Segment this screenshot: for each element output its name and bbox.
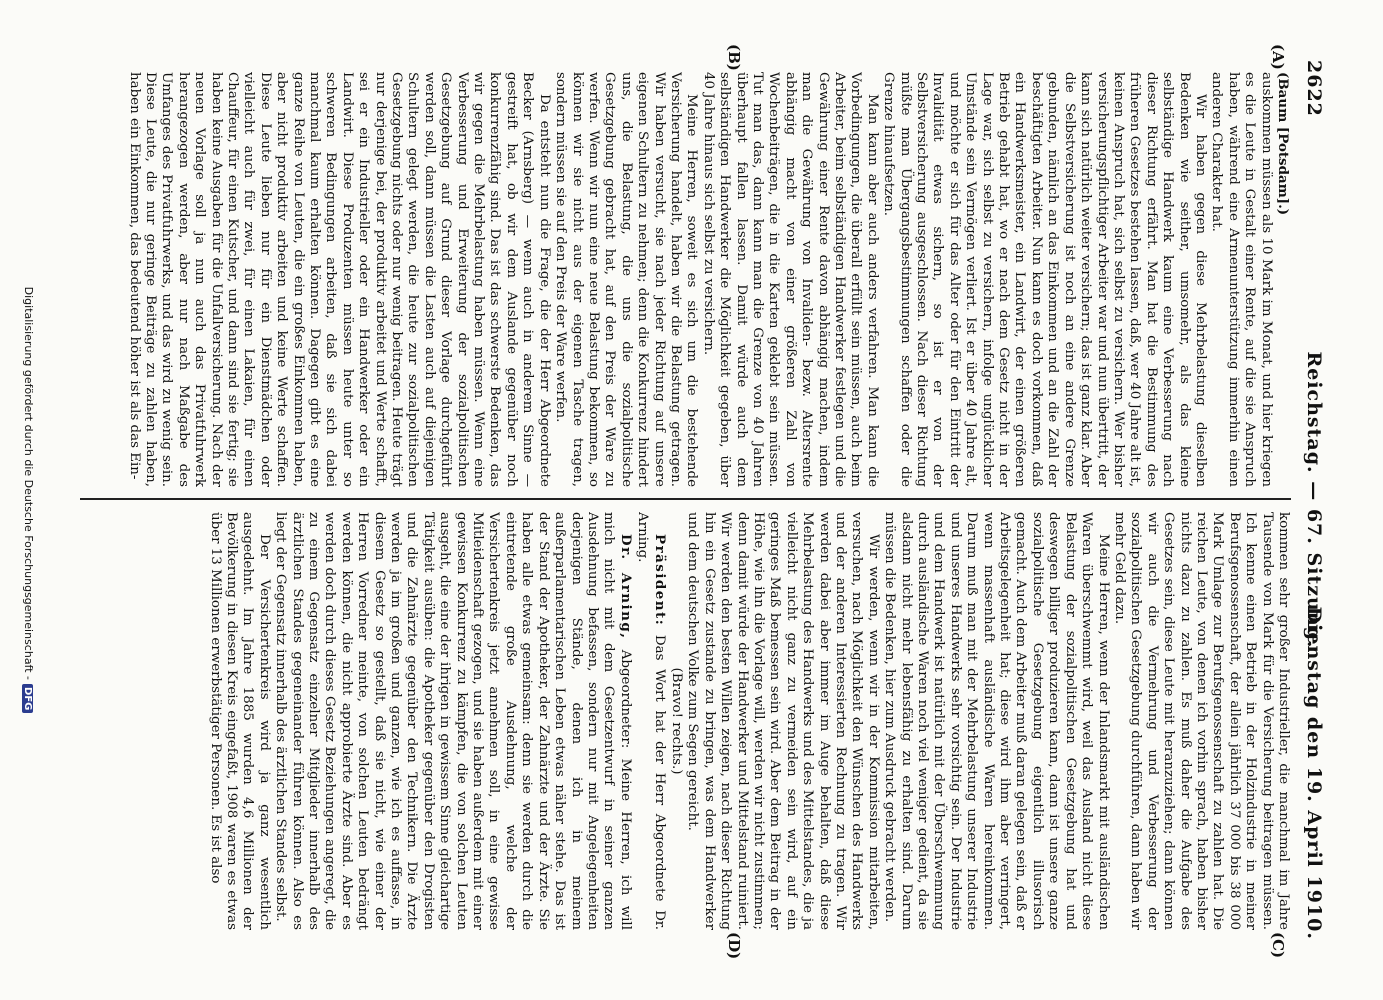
paragraph: auskommen müssen als 10 Mark im Monat, und hier kriegen es die Leute in Gestalt einer Rente, auf die sie Anspruch haben, während eine Armenunterstützung immerhin einen anderen Charakter hat. <box>1209 72 1274 487</box>
digitization-footer <box>22 0 35 1000</box>
page-number: 2622 <box>1303 60 1325 117</box>
speaker-reference: (Baum [Potsdam].) <box>1275 72 1291 216</box>
speaker-intro: Dr. Arning, Abgeordneter: Meine Herren, ich will mich nicht mit dem Gesetzentwurf in seiner ganzen Ausdehnung befassen, sondern nur mit Angelegenheiten derjenigen Stände, denen ich in meinem außerparlamentarischen Leben etwas näher stehe. Das ist der Stand der Apotheker, der Zahnärzte und der Ärzte. Sie haben alle etwas gemeinsam: denn sie werden durch die eintretende große Ausdehnung, welche der Versichertenkreis jetzt annehmen soll, in eine gewisse Mitleidenschaft gezogen, und sie haben außerdem mit einer gewissen Konkurrenz zu kämpfen, die von solchen Leuten ausgeht, die eine der ihrigen in gewissem Sinne gleichartige Tätigkeit ausüben: die Apotheker gegenüber den Drogisten und die Zahnärzte gegenüber den Technikern. Die Ärzte werden ja im großen und ganzen, wie ich es auffasse, in diesem Gesetz so gestellt, daß sie nicht, wie einer der Herren Vorredner meinte, von solchen Leuten bedrängt werden können, die nicht approbierte Ärzte sind. Aber es werden doch durch dieses Gesetz Beziehungen angeregt, die zu einem Gegensatz einzelner Mitglieder innerhalb des ärztlichen Standes gegeneinander führen können. Also es liegt der Gegensatz innerhalb des ärztlichen Standes selbst. <box>273 512 634 930</box>
paragraph: Meine Herren, wenn der Inlandsmarkt mit ausländischen Waren überschwemmt wird, weil das Ausland nicht diese Belastung der sozialpolitischen Gesetzgebung hat und deswegen billiger produzieren kann, dann ist unsere ganze sozialpolitische Gesetzgebung eigentlich illusorisch gemacht. Auch dem Arbeiter muß daran gelegen sein, daß er Arbeitsgelegenheit hat; diese wird ihm aber verringert, wenn massenhaft ausländische Waren hereinkommen. Darum muß man mit der Mehrbelastung unserer Industrie und unseres Handwerks sehr vorsichtig sein. Der Industrie und dem Handwerk ist natürlich mit der Überschwemmung durch ausländische Waren noch viel weniger gedient, da sie alsdann nicht mehr lebensfähig zu erhalten sind. Darum müssen die Bedenken, hier zum Ausdruck gebracht werden. <box>882 512 1111 930</box>
footer-text: Digitalisierung gefördert durch die Deutsche Forschungsgemeinschaft - <box>22 286 35 681</box>
paragraph: Man kann aber auch anders verfahren. Man kann die Vorbedingungen, die überall erfüllt sein müssen, auch beim Arbeiter, beim selbständigen Handwerker festlegen und die Gewährung einer Rente davon abhängig machen, indem man die Gewährung von Invaliden- bezw. Altersrente abhängig macht von einer größeren Zahl von Wochenbeiträgen, die in die Karten geklebt sein müssen. Tut man das, dann kann man die Grenze von 40 Jahren überhaupt fallen lassen. Damit würde auch dem selbständigen Handwerker die Möglichkeit gegeben, über 40 Jahre hinaus sich selbst zu versichern. <box>700 72 880 487</box>
paragraph: Der Versichertenkreis wird ja ganz wesentlich ausgedehnt. Im Jahre 1885 wurden 4,6 Millionen der Bevölkerung in diesen Kreis eingefaßt, 1908 waren es etwas über 13 Millionen erwerbstätiger Personen. Es ist also <box>207 512 272 930</box>
dfg-logo: DFG <box>22 684 33 713</box>
margin-mark-b: (B) <box>725 44 743 71</box>
right-column <box>80 512 1291 930</box>
session-date: Dienstag den 19. April 1910. <box>1303 606 1325 940</box>
margin-mark-a: (A) <box>1269 44 1287 70</box>
margin-mark-d: (D) <box>725 932 743 960</box>
left-column <box>80 72 1291 487</box>
paragraph: Wir haben gegen diese Mehrbelastung dieselben Bedenken wie seither, umsomehr, als das kleine selbständige Handwerk kaum eine Verbesserung nach dieser Richtung erfährt. Man hat die Bestimmung des früheren Gesetzes bestehen lassen, daß, wer 40 Jahre alt ist, keinen Anspruch hat, sich selbst zu versichern. Wer bisher versicherungspflichtiger Arbeiter war und nun übertritt, der kann sich natürlich weiter versichern; das ist ganz klar. Aber die Selbstversicherung ist noch an eine andere Grenze gebunden, nämlich an das Einkommen und an die Zahl der beschäftigten Arbeiter. Nun kann es doch vorkommen, daß ein Handwerksmeister, ein Landwirt, der einen größeren Betrieb gehabt hat, wo er nach dem Gesetz nicht in der Lage war, sich selbst zu versichern, infolge unglücklicher Umstände sein Vermögen verliert. Ist er über 40 Jahre alt, und möchte er sich für das Alter oder für den Eintritt der Invalidität etwas sichern, so ist er von der Selbstversicherung ausgeschlossen. Nach dieser Richtung müßte man Übergangsbestimmungen schaffen oder die Grenze hinaufsetzen. <box>881 72 1208 487</box>
column-divider <box>80 498 1291 500</box>
paragraph: kommen sehr großer Industrieller, die manchmal im Jahre Tausende von Mark für die Versicherung beitragen müssen. Ich kenne einen Betrieb in der Holzindustrie in meiner Berufsgenossenschaft, der allein jährlich 37 000 bis 38 000 Mark Umlage zur Berufsgenossenschaft zu zahlen hat. Die reichen Leute, von denen ich vorhin sprach, haben bisher nichts dazu zu zahlen. Es muß daher die Aufgabe des Gesetzes sein, diese Leute mit heranzuziehen; dann können wir auch die Vermehrung und Verbesserung der sozialpolitischen Gesetzgebung durchführen, dann haben wir mehr Geld dazu. <box>1111 512 1291 930</box>
president-statement: Präsident: Das Wort hat der Herr Abgeordnete Dr. Arning. <box>635 512 668 930</box>
paragraph: Meine Herren, soweit es sich um die bestehende Versicherung handelt, haben wir die Belastung getragen. Wir haben versucht, sie nach jeder Richtung auf unsere eigenen Schultern zu nehmen; denn die Konkurrenz hindert uns, die Belastung, die uns die sozialpolitische Gesetzgebung gebracht hat, auf den Preis der Ware zu werfen. Wenn wir nun eine neue Belastung bekommen, so können wir sie nicht aus der eigenen Tasche tragen, sondern müssen sie auf den Preis der Ware werfen. <box>553 72 700 487</box>
page-header <box>1295 60 1325 940</box>
paragraph: Wir werden, wenn wir in der Kommission mitarbeiten, versuchen, nach Möglichkeit den Wünschen des Handwerks und der anderen Interessierten Rechnung zu tragen. Wir werden dabei aber immer im Auge behalten, daß diese Mehrbelastung des Handwerks und des Mittelstandes, die ja vielleicht nicht ganz zu vermeiden sein wird, auf ein geringes Maß bemessen sein wird. Aber dem Beitrag in der Höhe, wie ihn die Vorlage will, werden wir nicht zustimmen; denn damit würde der Handwerker und Mittelstand ruiniert. Wir werden den besten Willen zeigen, nach dieser Richtung hin ein Gesetz zustande zu bringen, was dem Handwerker und dem deutschen Volke zum Segen gereicht. <box>685 512 881 930</box>
page-title: Reichstag. — 67. Sitzung. <box>1303 351 1325 649</box>
margin-mark-c: (C) <box>1269 932 1287 959</box>
applause-note: (Bravo! rechts.) <box>668 667 684 775</box>
paragraph: Da entsteht nun die Frage, die der Herr Abgeordnete Becker (Arnsberg) — wenn auch in anderem Sinne — gestreift hat, ob wir dem Auslande gegenüber noch konkurrenzfähig sind. Das ist das schwerste Bedenken, das wir gegen die Mehrbelastung haben müssen. Wenn eine Verbesserung und Erweiterung der sozialpolitischen Gesetzgebung auf Grund dieser Vorlage durchgeführt werden soll, dann müssen die Lasten auch auf diejenigen Schultern gelegt werden, die heute zur sozialpolitischen Gesetzgebung nichts oder nur wenig beitragen. Heute trägt nur derjenige bei, der produktiv arbeitet und Werte schafft, sei er ein Industrieller oder ein Handwerker oder ein Landwirt. Diese Produzenten müssen heute unter so schweren Bedingungen arbeiten, daß sie sich dabei manchmal kaum erhalten können. Dagegen gibt es eine ganze Reihe von Leuten, die ein großes Einkommen haben, aber nicht produktiv arbeiten und keine Werte schaffen. Diese Leute lieben nur für ein Dienstmädchen oder vielleicht auch für zwei, für einen Lakaien, für einen Chauffeur, für einen Kutscher, und dann sind sie fertig; sie haben keine Ausgaben für die Unfallversicherung. Nach der neuen Vorlage soll ja nun auch das Privatfuhrwerk herangezogen werden, aber nur nach Maßgabe des Umfanges des Privatfuhrwerks, und das wird zu wenig sein. Diese Leute, die nur geringe Beiträge zu zahlen haben, haben ein Einkommen, das bedeutend höher ist als das Ein- <box>126 72 552 487</box>
